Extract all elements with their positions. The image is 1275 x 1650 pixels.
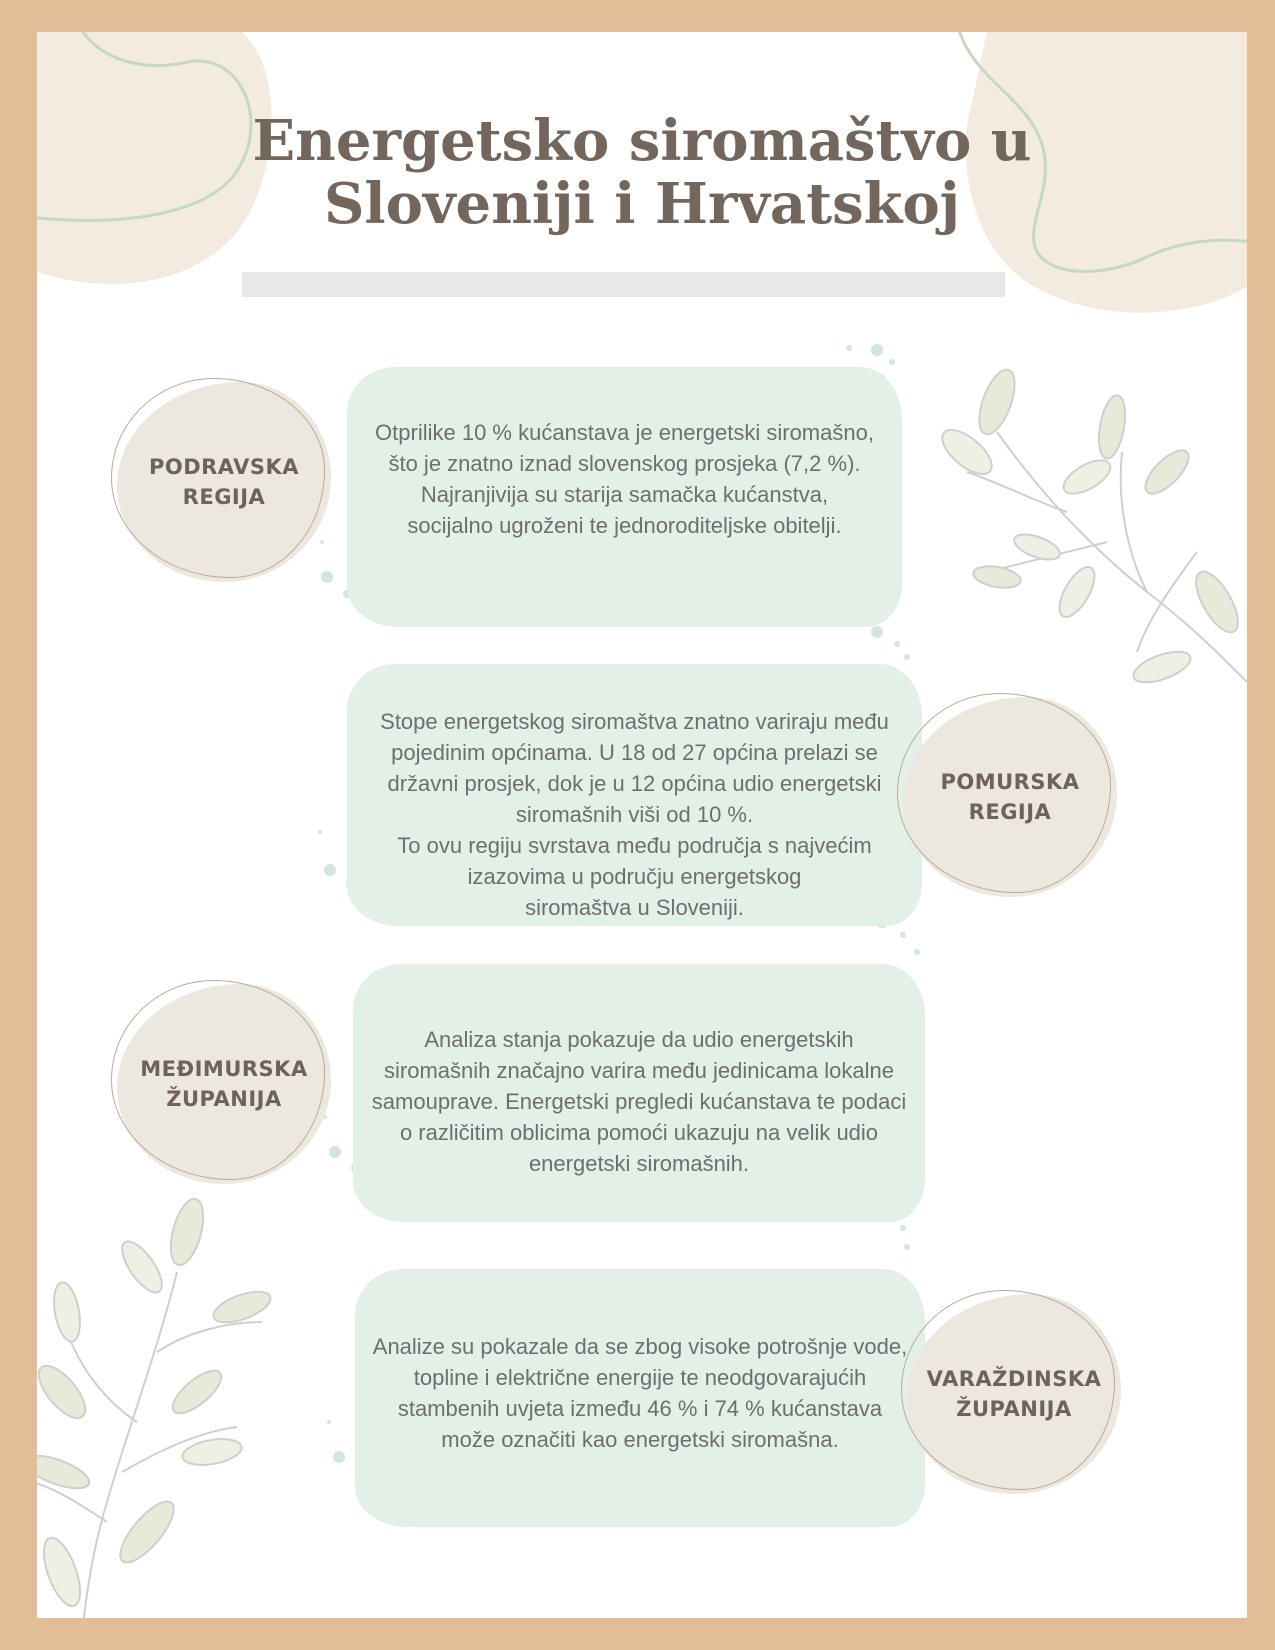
- page-title-line-2: Sloveniji i Hrvatskoj: [323, 171, 961, 237]
- region-label-pomurska: POMURSKA REGIJA: [940, 770, 1080, 824]
- title-underline-bar: [242, 272, 1005, 297]
- page-title: [37, 110, 1247, 236]
- region-text-podravska: Otprilike 10 % kućanstava je energetski siromašno, što je znatno iznad slovenskog prosjeka (7,2 %). Najranjivija su starija samačka kućanstva, socijalno ugroženi te jednoroditeljske obitelji.: [375, 420, 874, 538]
- region-badge-podravska: [117, 382, 331, 582]
- region-text-medimurska: Analiza stanja pokazuje da udio energetskih siromašnih značajno varira među jedinicama lokalne samouprave. Energetski pregledi kućanstava te podaci o različitim oblicima pomoći ukazuju na velik udio energetski siromašnih.: [371, 1027, 907, 1176]
- region-label-varazdinska: VARAŽDINSKA ŽUPANIJA: [926, 1367, 1102, 1421]
- region-badge-pomurska: [903, 697, 1117, 897]
- region-badge-varazdinska: [907, 1294, 1121, 1494]
- region-label-podravska: PODRAVSKA REGIJA: [148, 455, 300, 509]
- region-card-medimurska: [353, 964, 925, 1222]
- bottom-left-branch-illustration: [37, 1196, 274, 1618]
- region-card-pomurska: [347, 664, 922, 926]
- region-text-pomurska: Stope energetskog siromaštva znatno variraju među pojedinim općinama. U 18 od 27 općina prelazi se državni prosjek, dok je u 12 općina udio energetski siromašnih viši od 10 %. To ovu regiju svrstava među područja s najvećim izazovima u području energetskog siromaštva u Sloveniji.: [380, 709, 889, 920]
- region-text-varazdinska: Analize su pokazale da se zbog visoke potrošnje vode, topline i električne energije te neodgovarajućih stambenih uvjeta između 46 % i 74 % kućanstava može označiti kao energetski siromašna.: [372, 1334, 908, 1452]
- region-card-podravska: [347, 367, 902, 627]
- page-title-line-1: Energetsko siromaštvo u: [252, 108, 1032, 174]
- region-badge-medimurska: [117, 984, 331, 1184]
- right-branch-illustration: [935, 365, 1247, 688]
- region-label-medimurska: MEĐIMURSKA ŽUPANIJA: [140, 1057, 308, 1111]
- poster-page: [37, 32, 1247, 1618]
- region-card-varazdinska: [355, 1269, 925, 1527]
